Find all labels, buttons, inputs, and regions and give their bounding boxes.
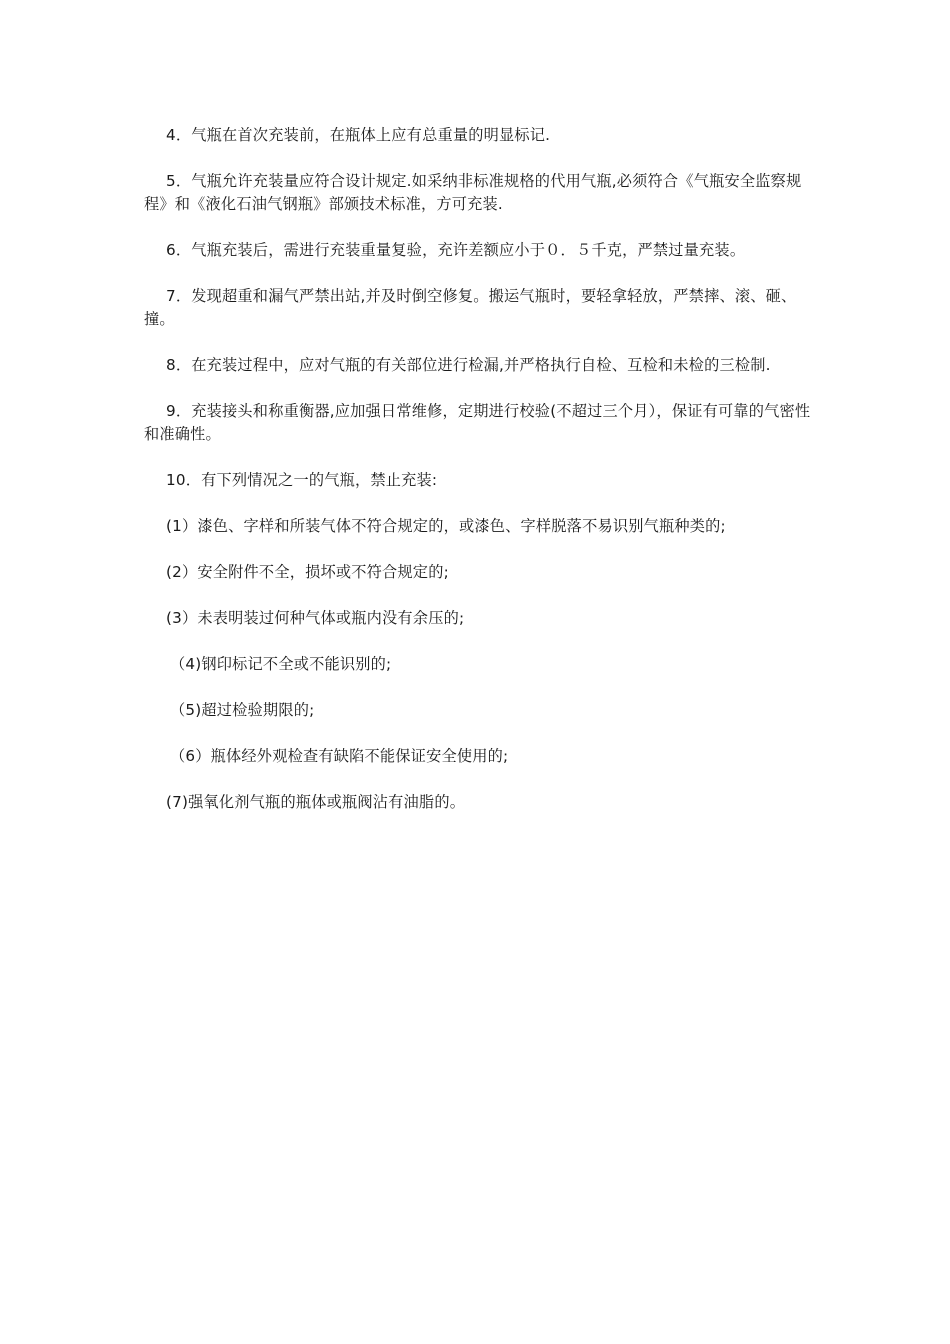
paragraph-item-7: 7．发现超重和漏气严禁出站,并及时倒空修复。搬运气瓶时，要轻拿轻放，严禁摔、滚、砸、撞。 xyxy=(144,287,797,328)
document-body xyxy=(144,124,814,837)
list-item-1: (1）漆色、字样和所装气体不符合规定的，或漆色、字样脱落不易识别气瓶种类的; xyxy=(166,517,726,535)
paragraph-item-5: 5．气瓶允许充装量应符合设计规定.如采纳非标准规格的代用气瓶,必须符合《气瓶安全监察规程》和《液化石油气钢瓶》部颁技术标准，方可充装. xyxy=(144,172,802,213)
paragraph-item-10: 10．有下列情况之一的气瓶，禁止充装: xyxy=(166,471,438,489)
list-item-5: （5)超过检验期限的; xyxy=(170,701,315,719)
paragraph-item-9: 9．充装接头和称重衡器,应加强日常维修，定期进行校验(不超过三个月），保证有可靠的气密性和准确性。 xyxy=(144,402,811,443)
list-item-3: (3）未表明装过何种气体或瓶内没有余压的; xyxy=(166,609,465,627)
list-item-4: （4)钢印标记不全或不能识别的; xyxy=(170,655,392,673)
paragraph-item-6: 6．气瓶充装后，需进行充装重量复验，充许差额应小于０．５千克，严禁过量充装。 xyxy=(166,241,746,259)
paragraph-item-4: 4．气瓶在首次充装前，在瓶体上应有总重量的明显标记. xyxy=(166,126,551,144)
list-item-6: （6）瓶体经外观检查有缺陷不能保证安全使用的; xyxy=(170,747,509,765)
list-item-7: (7)强氧化剂气瓶的瓶体或瓶阀沾有油脂的。 xyxy=(166,793,466,811)
list-item-2: (2）安全附件不全，损坏或不符合规定的; xyxy=(166,563,449,581)
paragraph-item-8: 8．在充装过程中，应对气瓶的有关部位进行检漏,并严格执行自检、互检和未检的三检制. xyxy=(166,356,771,374)
